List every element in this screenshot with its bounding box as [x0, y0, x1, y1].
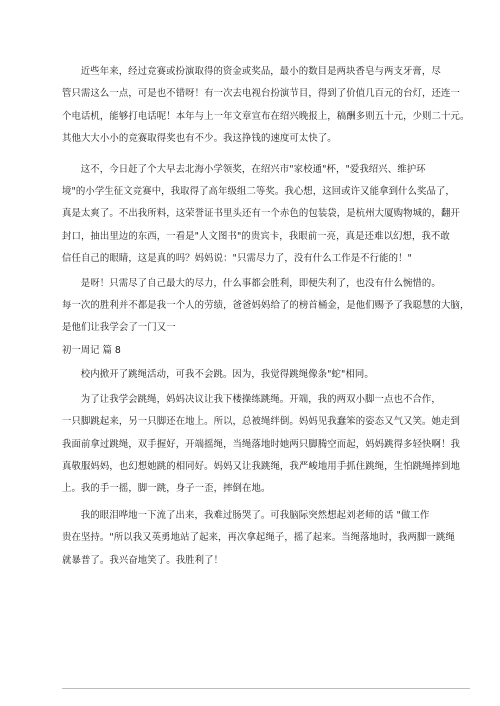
text-line: 我面前拿过跳绳，双手握好，开端摇绳，当绳落地时她两只脚腾空而起，妈妈跳得多轻快啊！我 — [62, 438, 460, 450]
text-line: 其他大大小小的竞赛取得奖也有不少。我这挣钱的速度可太快了。 — [62, 133, 337, 145]
text-line: 封口，抽出里边的东西，一看是"人文图书"的贵宾卡，我眼前一亮，真是还难以幻想，我不敢 — [62, 230, 450, 242]
text-line: 信任自己的眼睛，这是真的吗？妈妈说："只需尽力了，没有什么工作是不行能的！" — [62, 253, 412, 265]
page-bottom-divider — [62, 688, 470, 689]
paragraph-6 — [62, 505, 470, 572]
paragraph-1 — [62, 61, 470, 151]
text-line: 为了让我学会跳绳，妈妈决议让我下楼操练跳绳。开端，我的两双小脚一点也不合作， — [80, 393, 441, 405]
text-line: 每一次的胜利并不都是我一个人的劳绩，爸爸妈妈给了的榜首桶金，是他们赐予了我聪慧的大脑， — [62, 300, 470, 312]
text-line: 上。我的手一摇，脚一跳，身子一歪，摔倒在地。 — [62, 483, 271, 495]
text-line: 我的眼泪哗地一下流了出来，我难过肠哭了。可我脑际突然想起刘老师的话 "做工作 — [80, 509, 430, 521]
text-line: 贵在坚持。"所以我又英勇地站了起来，再次拿起绳子，摇了起来。当绳落地时，我两脚一跳绳 — [62, 532, 455, 544]
text-line: 近些年来，经过竞赛或扮演取得的资金或奖品，最小的数目是两块香皂与两支牙膏，尽 — [80, 66, 441, 77]
text-line: 管只需这么一点，可是也不错呀！有一次去电视台扮演节目，得到了价值几百元的台灯，还连一 — [62, 88, 460, 100]
text-line: 是呀！只需尽了自己最大的尽力，什么事都会胜利，即便失利了，也没有什么惋惜的。 — [80, 277, 441, 289]
paragraph-5 — [62, 389, 470, 501]
text-line: 是他们让我学会了一门又一 — [62, 322, 176, 334]
paragraph-2 — [62, 159, 470, 271]
text-line: 境"的小学生征文竞赛中，我取得了高年级组二等奖。我心想，这回或许又能拿到什么奖品了， — [62, 186, 455, 198]
text-line: 这不，今日赶了个大早去北海小学领奖，在绍兴市"家校通"杯，"爱我绍兴、维护环 — [80, 163, 426, 175]
paragraph-3 — [62, 273, 470, 340]
section-heading: 初一周记 篇 8 — [62, 344, 121, 356]
text-line: 个电话机，能够打电话呢！本年与上一年文章宣布在绍兴晚报上，稿酬多则五十元，少则二十元。 — [62, 110, 470, 122]
text-line: 真是太爽了。不出我所料，这荣誉证书里头还有一个赤色的包装袋，是杭州大厦购物城的，翻开 — [62, 208, 460, 220]
paragraph-4 — [62, 364, 470, 386]
text-line: 真敬服妈妈，也幻想她跳的相同好。妈妈又让我跳绳，我严峻地用手抓住跳绳，生怕跳绳摔到地 — [62, 460, 460, 472]
text-line: 就暴普了。我兴奋地笑了。我胜利了！ — [62, 554, 224, 566]
text-line: 校内掀开了跳绳活动，可我不会跳。因为，我觉得跳绳像条"蛇"相同。 — [80, 369, 374, 381]
text-line: 一只脚跳起来，另一只脚还在地上。所以，总被绳绊倒。妈妈见我蠢笨的姿态又气又笑。她走到 — [62, 416, 460, 428]
